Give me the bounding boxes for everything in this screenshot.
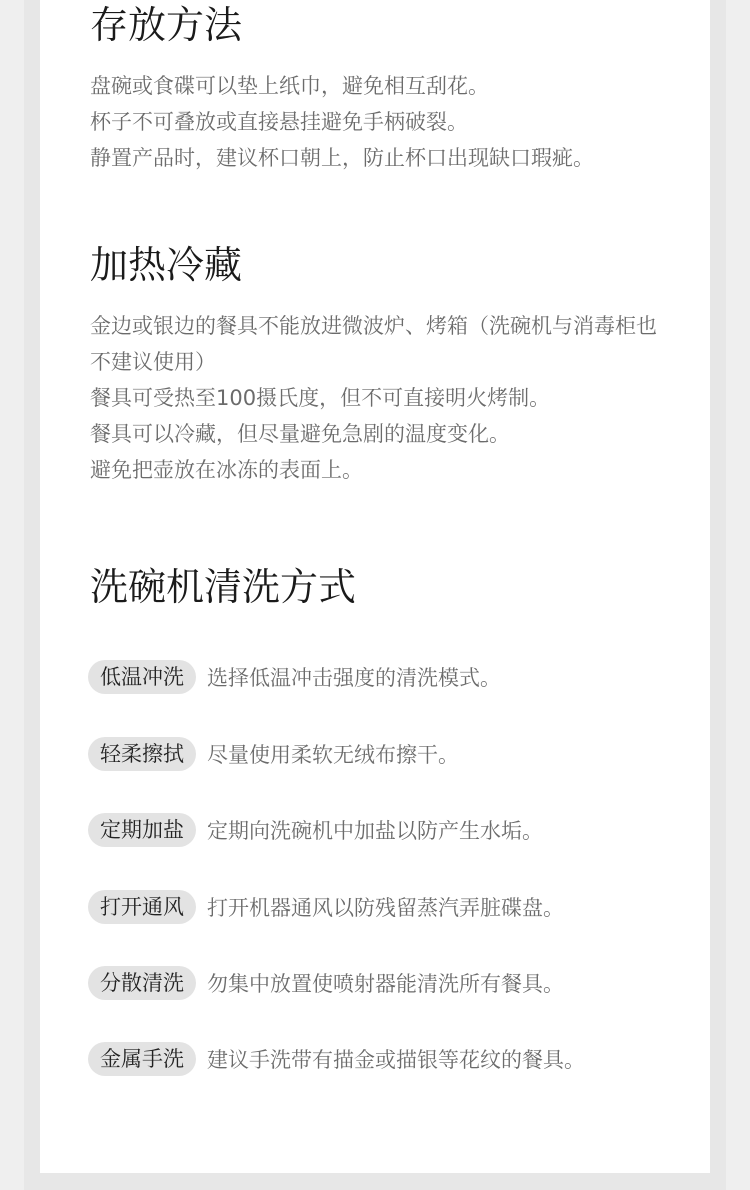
storage-line: 杯子不可叠放或直接悬挂避免手柄破裂。 (90, 110, 468, 134)
tip-row-ventilation (88, 890, 564, 924)
tip-badge: 轻柔擦拭 (88, 737, 196, 771)
heating-paragraph (90, 308, 665, 488)
tip-badge: 金属手洗 (88, 1042, 196, 1076)
heating-line: 餐具可受热至100摄氏度，但不可直接明火烤制。 (90, 386, 551, 410)
tip-badge: 分散清洗 (88, 966, 196, 1000)
storage-line: 盘碗或食碟可以垫上纸巾，避免相互刮花。 (90, 74, 489, 98)
tip-text: 勿集中放置使喷射器能清洗所有餐具。 (207, 972, 564, 996)
tip-badge: 低温冲洗 (88, 660, 196, 694)
section-title-storage: 存放方法 (90, 3, 243, 47)
tip-text: 建议手洗带有描金或描银等花纹的餐具。 (207, 1048, 585, 1072)
storage-paragraph (90, 68, 665, 176)
heating-line: 避免把壶放在冰冻的表面上。 (90, 458, 363, 482)
tip-row-spread-out (88, 966, 564, 1000)
tip-row-metal-handwash (88, 1042, 585, 1076)
tip-row-gentle-wipe (88, 737, 459, 771)
tip-row-low-temp (88, 660, 501, 694)
heating-line: 餐具可以冷藏，但尽量避免急剧的温度变化。 (90, 422, 510, 446)
tip-row-add-salt (88, 813, 543, 847)
heating-line: 金边或银边的餐具不能放进微波炉、烤箱（洗碗机与消毒柜也不建议使用） (90, 314, 657, 374)
storage-line: 静置产品时，建议杯口朝上，防止杯口出现缺口瑕疵。 (90, 146, 594, 170)
tip-text: 定期向洗碗机中加盐以防产生水垢。 (207, 819, 543, 843)
tip-badge: 打开通风 (88, 890, 196, 924)
section-title-heating: 加热冷藏 (90, 243, 243, 287)
tip-text: 选择低温冲击强度的清洗模式。 (207, 666, 501, 690)
section-title-dishwasher: 洗碗机清洗方式 (90, 565, 357, 609)
tip-badge: 定期加盐 (88, 813, 196, 847)
tip-text: 尽量使用柔软无绒布擦干。 (207, 743, 459, 767)
tip-text: 打开机器通风以防残留蒸汽弄脏碟盘。 (207, 896, 564, 920)
